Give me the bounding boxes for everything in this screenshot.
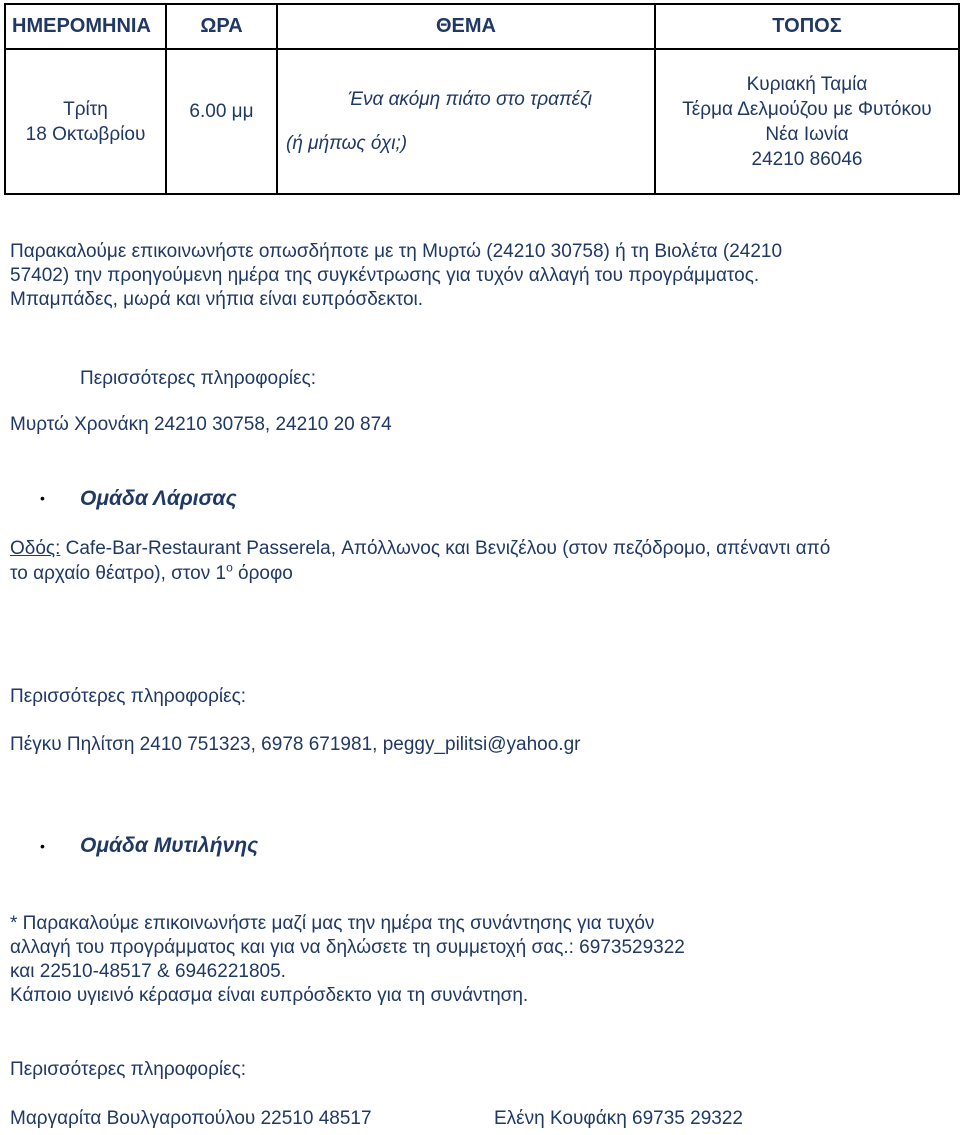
contact-info: Μυρτώ Χρονάκη 24210 30758, 24210 20 874: [10, 414, 392, 435]
bullet-mytilini: •: [40, 838, 45, 854]
cell-time: 6.00 μμ: [166, 49, 277, 194]
header-time: ΩΡΑ: [166, 4, 277, 49]
street-text: Cafe-Bar-Restaurant Passerela, Απόλλωνος και Βενιζέλου (στον πεζόδρομο, απέναντι από: [60, 538, 831, 559]
topic-title: Ένα ακόμη πιάτο στο τραπέζι: [348, 88, 592, 110]
cell-date: [5, 49, 166, 194]
schedule-table: [4, 3, 960, 195]
place-host: Κυριακή Ταμία: [746, 73, 868, 95]
section-heading-mytilini: Ομάδα Μυτιλήνης: [80, 834, 259, 857]
contact-info: Μαργαρίτα Βουλγαροπούλου 22510 48517: [10, 1108, 372, 1129]
more-info-label: Περισσότερες πληροφορίες:: [10, 1059, 247, 1080]
notice-line: Παρακαλούμε επικοινωνήστε οπωσδήποτε με τη Μυρτώ (24210 30758) ή τη Βιολέτα (24210: [10, 241, 783, 262]
note-line: και 22510-48517 & 6946221805.: [10, 961, 286, 982]
header-topic: ΘΕΜΑ: [277, 4, 655, 49]
bullet-larisa: •: [40, 490, 45, 506]
section-heading-larisa: Ομάδα Λάρισας: [80, 487, 237, 510]
place-phone: 24210 86046: [751, 148, 863, 170]
place-address: Τέρμα Δελμούζου με Φυτόκου: [682, 98, 932, 120]
header-place: ΤΟΠΟΣ: [655, 4, 959, 49]
place-area: Νέα Ιωνία: [765, 123, 849, 145]
date-full: 18 Οκτωβρίου: [25, 123, 146, 145]
street-line: [10, 537, 830, 561]
date-day: Τρίτη: [63, 98, 108, 120]
topic-subtitle: (ή μήπως όχι;): [286, 132, 408, 154]
cell-topic: [277, 49, 655, 194]
note-line: Κάποιο υγιεινό κέρασμα είναι ευπρόσδεκτο για τη συνάντηση.: [10, 985, 529, 1006]
note-line: * Παρακαλούμε επικοινωνήστε μαζί μας την ημέρα της συνάντησης για τυχόν: [10, 913, 655, 934]
contact-info: Πέγκυ Πηλίτση 2410 751323, 6978 671981, peggy_pilitsi@yahoo.gr: [10, 734, 581, 755]
notice-line: 57402) την προηγούμενη ημέρα της συγκέντρωσης για τυχόν αλλαγή του προγράμματος.: [10, 265, 760, 286]
notice-line: Μπαμπάδες, μωρά και νήπια είναι ευπρόσδεκτοι.: [10, 289, 424, 310]
table-header-row: [5, 4, 959, 49]
table-row: [5, 49, 959, 194]
contact-info: Ελένη Κουφάκη 69735 29322: [494, 1108, 743, 1129]
street-line-2: το αρχαίο θέατρο), στον $1^o$ όροφο: [10, 560, 293, 584]
more-info-label: Περισσότερες πληροφορίες:: [10, 686, 247, 707]
more-info-label: Περισσότερες πληροφορίες:: [80, 368, 317, 389]
street-label: Οδός:: [10, 538, 61, 559]
header-date: ΗΜΕΡΟΜΗΝΙΑ: [5, 4, 166, 49]
note-line: αλλαγή του προγράμματος και για να δηλώσετε τη συμμετοχή σας.: 6973529322: [10, 937, 685, 958]
cell-place: [655, 49, 959, 194]
